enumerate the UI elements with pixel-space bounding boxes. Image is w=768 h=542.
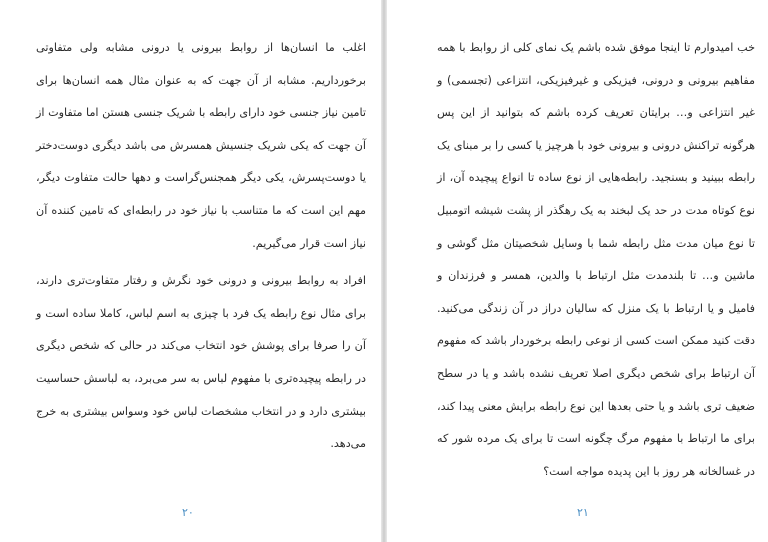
left-page-text <box>36 32 366 461</box>
right-page-text <box>437 32 755 488</box>
paragraph: اغلب ما انسان‌ها از روابط بیرونی یا درونی مشابه ولی متفاوتی برخورداریم. مشابه از آن جهت که به عنوان مثال همه انسان‌ها برای تامین نیاز جنسی خود دارای رابطه با شریک جنسی هستن اما متفاوت از آن جهت که یکی شریک جنسیش همسرش می باشد دیگری دوست‌دختر یا دوست‌پسرش، یکی دیگر همجنس‌گراست و دهها حالت متفاوت دیگر، مهم این است که ما متناسب با نیاز خود در رابطه‌ای که تامین کننده آن نیاز است قرار می‌گیریم. <box>36 41 366 250</box>
paragraph: خب امیدوارم تا اینجا موفق شده باشم یک نمای کلی از روابط با همه مفاهیم بیرونی و درونی، فیزیکی و غیرفیزیکی، انتزاعی (تجسمی) و غیر انتزاعی و… برایتان تعریف کرده باشم که بتوانید از این پس هرگونه تراکنش درونی و بیرونی خود با هرچیز یا کسی را بر مبنای یک رابطه ببینید و بسنجید. رابطه‌هایی از نوع ساده تا انواع پیچیده آن، از نوع کوتاه مدت در حد یک لبخند به یک رهگذر از پشت شیشه اتومبیل تا نوع میان مدت مثل رابطه شما با وسایل شخصیتان مثل گوشی و ماشین و… تا بلندمدت مثل ارتباط با والدین، همسر و فرزندان و فامیل و یا ارتباط با یک منزل که سالیان دراز در آن زندگی می‌کنید. دقت کنید ممکن است کسی از نوعی رابطه برخوردار باشد که مفهوم آن ارتباط برای شخص دیگری اصلا تعریف نشده باشد و یا در سطح ضعیف تری باشد و یا حتی بعدها این نوع رابطه برایش معنی پیدا کند، برای ما ارتباط با مفهوم مرگ چگونه است تا برای یک مرده شور که در غسالخانه هر روز با این پدیده مواجه است؟ <box>437 41 755 478</box>
page-number: ۲۰ <box>182 506 194 519</box>
paragraph: افراد به روابط بیرونی و درونی خود نگرش و رفتار متفاوت‌تری دارند، برای مثال نوع رابطه یک فرد با چیزی به اسم لباس، کاملا ساده است و آن را صرفا برای پوشش خود انتخاب می‌کند در حالی که شخص دیگری در رابطه پیچیده‌تری با مفهوم لباس به سر می‌برد، به لباسش حساسیت بیشتری دارد و در انتخاب مشخصات لباس خود وسواس بیشتری به خرج می‌دهد. <box>36 274 366 451</box>
page-number: ۲۱ <box>577 506 589 519</box>
right-page <box>387 0 768 542</box>
left-page <box>0 0 381 542</box>
